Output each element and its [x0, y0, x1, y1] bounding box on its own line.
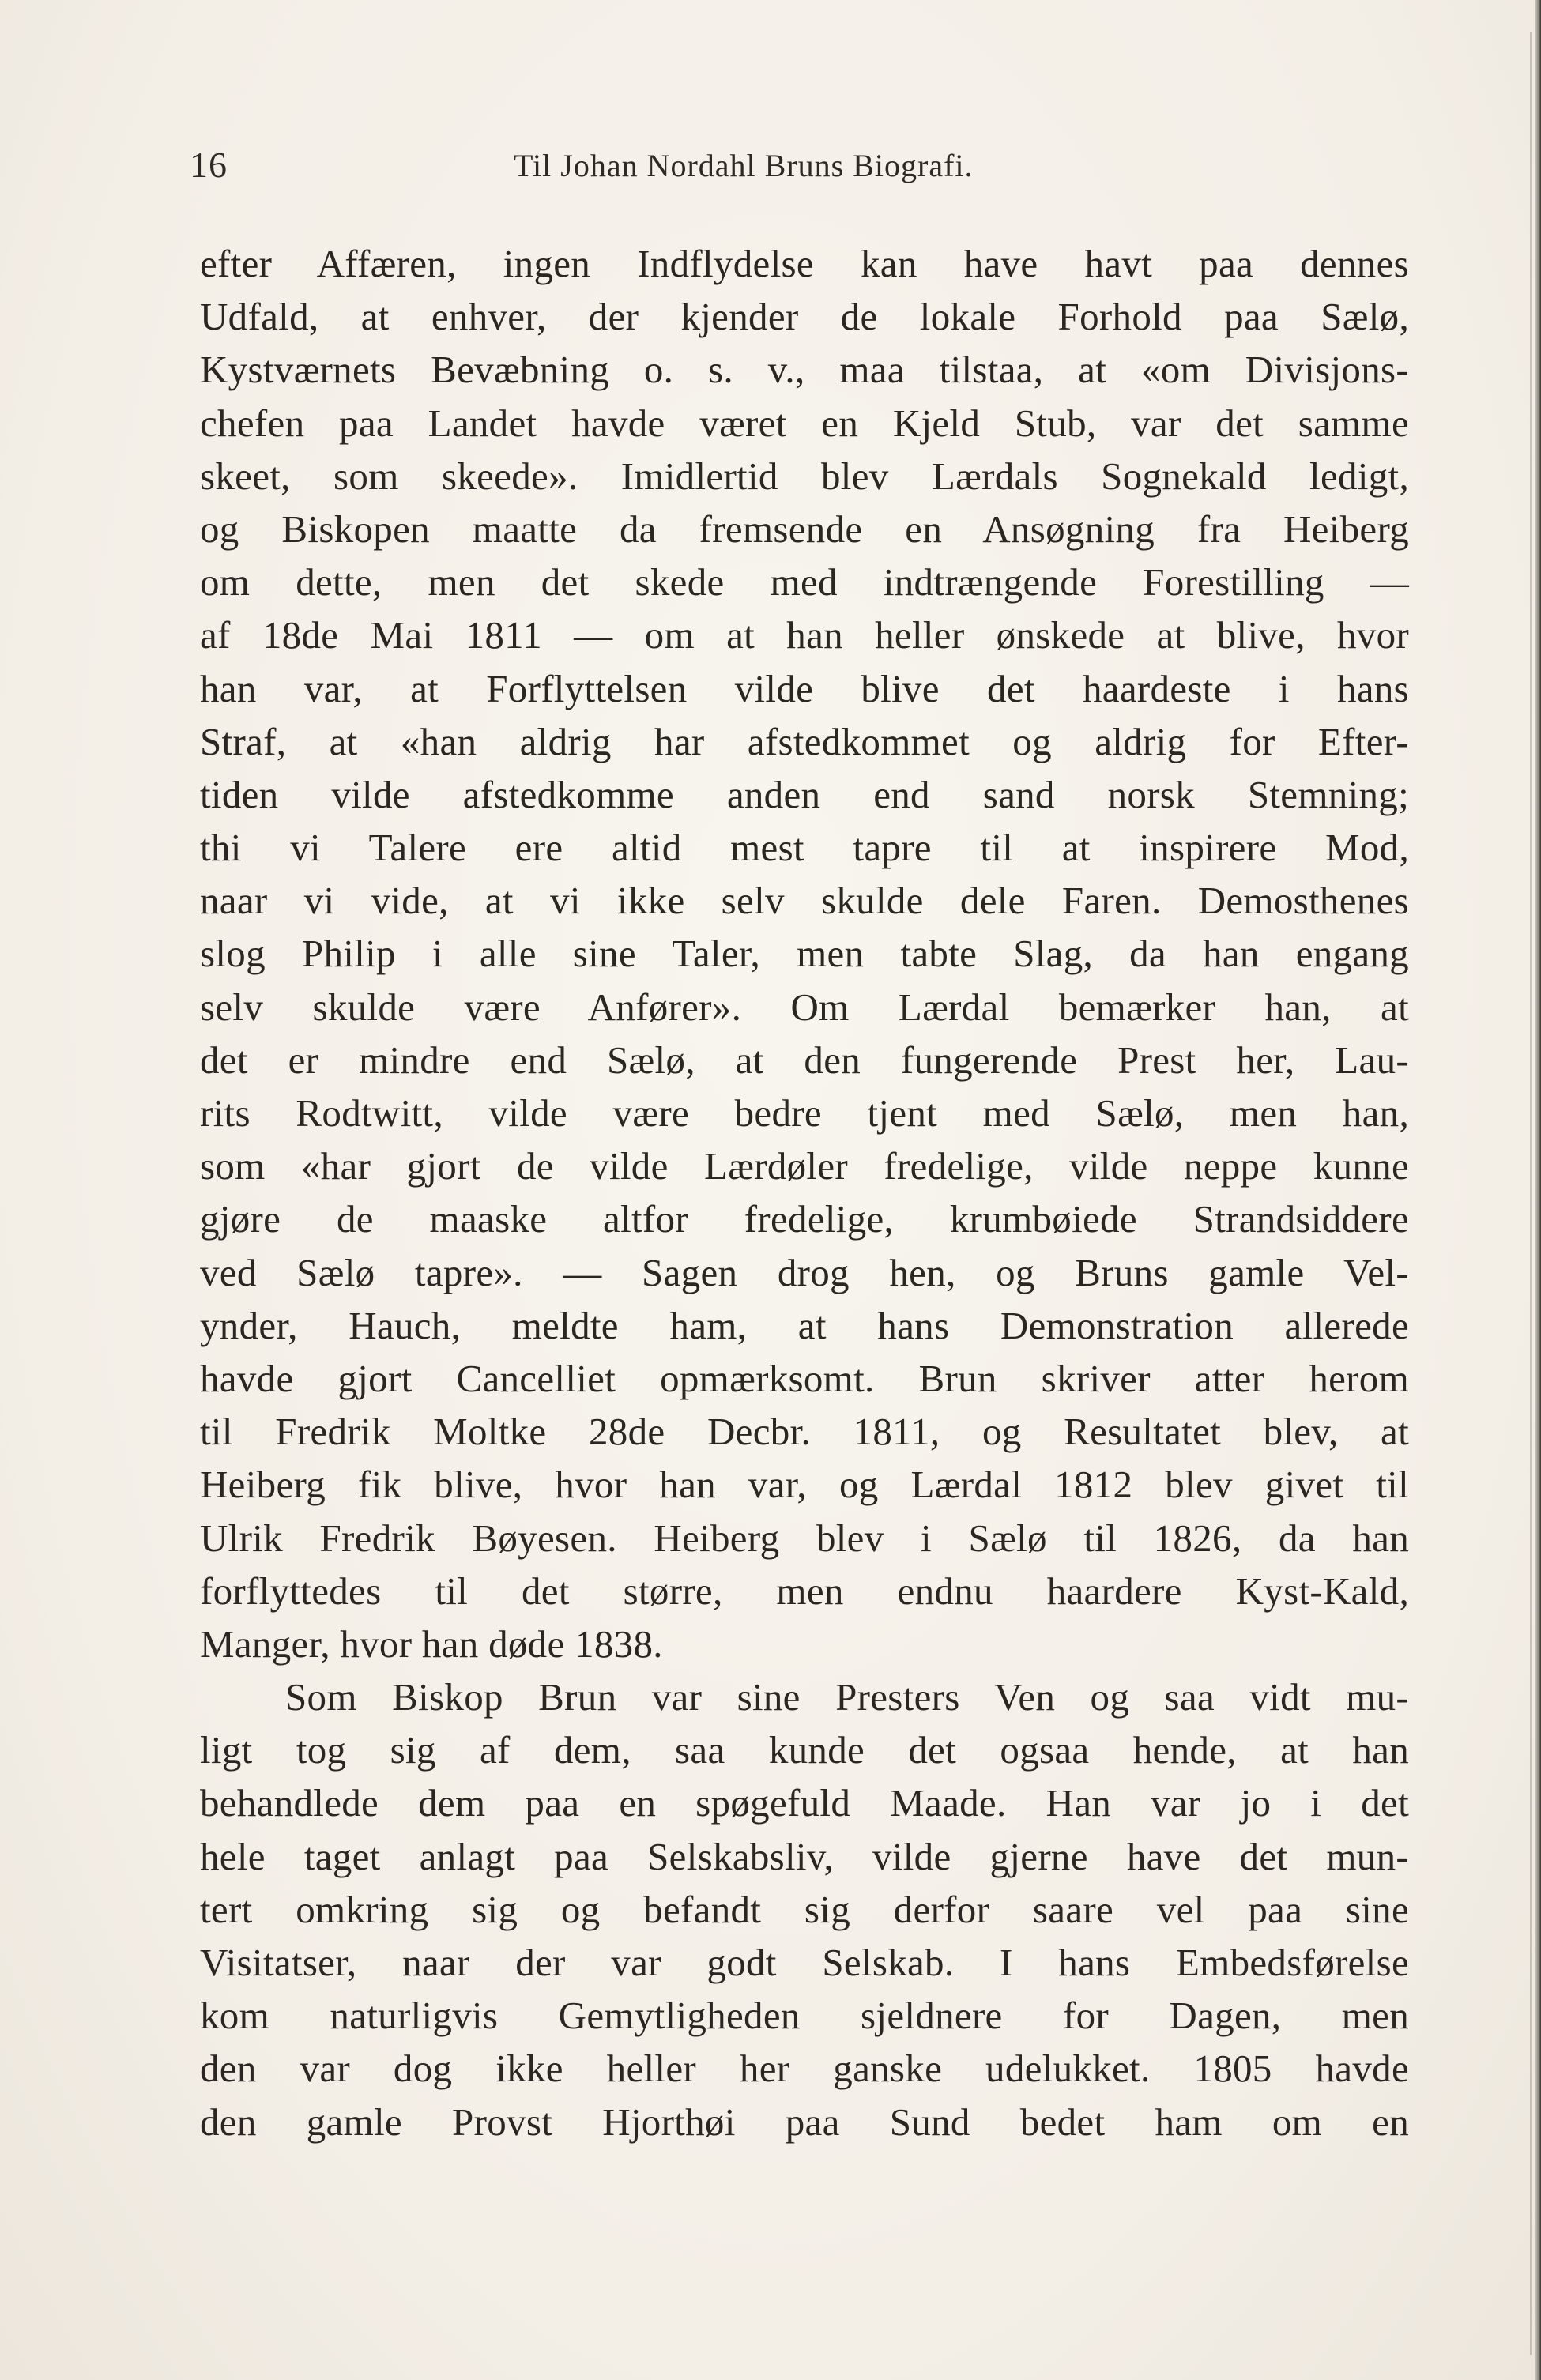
text-line: Straf, at «han aldrig har afstedkommet og aldrig for Efter-: [200, 719, 1409, 763]
text-line: selv skulde være Anfører». Om Lærdal bemærker han, at: [200, 985, 1409, 1029]
text-line: om dette, men det skede med indtrængende Forestilling —: [200, 560, 1409, 604]
text-line: ynder, Hauch, meldte ham, at hans Demonstration allerede: [200, 1303, 1409, 1347]
text-line: tiden vilde afstedkomme anden end sand norsk Stemning;: [200, 772, 1409, 816]
text-line: Ulrik Fredrik Bøyesen. Heiberg blev i Sælø til 1826, da han: [200, 1516, 1409, 1560]
text-line: ligt tog sig af dem, saa kunde det ogsaa hende, at han: [200, 1728, 1409, 1772]
body-text: [200, 237, 1409, 2148]
text-line: Kystværnets Bevæbning o. s. v., maa tilstaa, at «om Divisjons-: [200, 348, 1409, 392]
text-line: havde gjort Cancelliet opmærksomt. Brun skriver atter herom: [200, 1356, 1409, 1400]
text-line: Visitatser, naar der var godt Selskab. I hans Embedsførelse: [200, 1941, 1409, 1984]
text-line: behandlede dem paa en spøgefuld Maade. Han var jo i det: [200, 1781, 1409, 1825]
text-line: efter Affæren, ingen Indflydelse kan have havt paa dennes: [200, 242, 1409, 285]
text-line: den var dog ikke heller her ganske udelukket. 1805 havde: [200, 2047, 1409, 2091]
text-line: ved Sælø tapre». — Sagen drog hen, og Bruns gamle Vel-: [200, 1250, 1409, 1294]
text-line: til Fredrik Moltke 28de Decbr. 1811, og Resultatet blev, at: [200, 1410, 1409, 1454]
text-line: som «har gjort de vilde Lærdøler fredelige, vilde neppe kunne: [200, 1144, 1409, 1188]
running-title: Til Johan Nordahl Bruns Biografi.: [514, 148, 974, 183]
text-line: tert omkring sig og befandt sig derfor saare vel paa sine: [200, 1887, 1409, 1931]
text-line: slog Philip i alle sine Taler, men tabte Slag, da han engang: [200, 932, 1409, 976]
text-line: kom naturligvis Gemytligheden sjeldnere for Dagen, men: [200, 1994, 1409, 2038]
text-line: skeet, som skeede». Imidlertid blev Lærdals Sognekald ledigt,: [200, 454, 1409, 498]
text-line: forflyttedes til det større, men endnu haardere Kyst-Kald,: [200, 1568, 1409, 1613]
text-line-paragraph-start: Som Biskop Brun var sine Presters Ven og saa vidt mu-: [285, 1675, 1409, 1719]
page-edge-shadow: [1530, 32, 1532, 2355]
page-binding-edge: [1535, 0, 1541, 2380]
page-number: 16: [190, 145, 228, 185]
text-line: af 18de Mai 1811 — om at han heller ønskede at blive, hvor: [200, 613, 1409, 657]
text-line: Heiberg fik blive, hvor han var, og Lærdal 1812 blev givet til: [200, 1463, 1409, 1507]
text-line: rits Rodtwitt, vilde være bedre tjent med Sælø, men han,: [200, 1091, 1409, 1135]
text-line: thi vi Talere ere altid mest tapre til at inspirere Mod,: [200, 826, 1409, 870]
text-line: den gamle Provst Hjorthøi paa Sund bedet ham om en: [200, 2099, 1409, 2144]
text-line: gjøre de maaske altfor fredelige, krumbøiede Strandsiddere: [200, 1197, 1409, 1241]
text-line: det er mindre end Sælø, at den fungerende Prest her, Lau-: [200, 1037, 1409, 1082]
text-line: og Biskopen maatte da fremsende en Ansøgning fra Heiberg: [200, 507, 1409, 551]
text-line-paragraph-end: Manger, hvor han døde 1838.: [200, 1621, 663, 1666]
text-line: han var, at Forflyttelsen vilde blive det haardeste i hans: [200, 666, 1409, 710]
text-line: hele taget anlagt paa Selskabsliv, vilde gjerne have det mun-: [200, 1834, 1409, 1878]
text-line: naar vi vide, at vi ikke selv skulde dele Faren. Demosthenes: [200, 879, 1409, 923]
text-line: Udfald, at enhver, der kjender de lokale Forhold paa Sælø,: [200, 295, 1409, 339]
page-header: [190, 144, 1407, 191]
text-line: chefen paa Landet havde været en Kjeld Stub, var det samme: [200, 401, 1409, 445]
